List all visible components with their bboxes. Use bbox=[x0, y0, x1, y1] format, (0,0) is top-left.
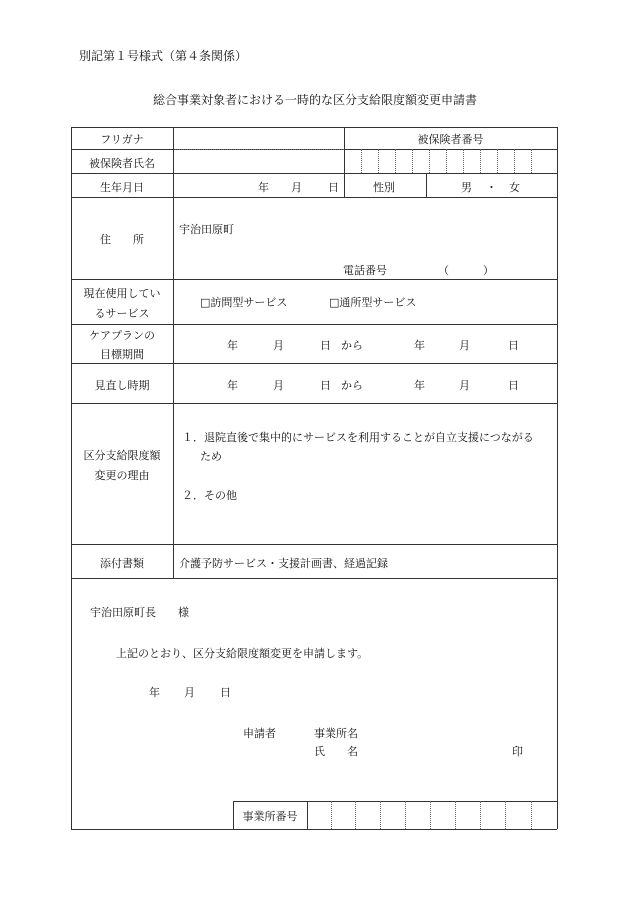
reason-label-line1: 区分支給限度額 bbox=[83, 449, 161, 462]
office-number-field[interactable] bbox=[308, 802, 556, 828]
addressee: 宇治田原町長 様 bbox=[90, 606, 189, 619]
review-from: から bbox=[341, 379, 363, 392]
services-label-line2: るサービス bbox=[94, 307, 150, 320]
review-end-year: 年 bbox=[414, 379, 425, 392]
review-end-month: 月 bbox=[459, 379, 470, 392]
careplan-label-line2: 目標期間 bbox=[100, 348, 144, 361]
application-date-day: 日 bbox=[220, 686, 231, 699]
service-visit-checkbox[interactable]: □訪問型サービス bbox=[200, 296, 288, 309]
furigana-label: フリガナ bbox=[100, 133, 144, 146]
office-name-label: 事業所名 bbox=[314, 727, 358, 740]
phone-label: 電話番号 bbox=[343, 264, 387, 277]
gender-separator: ・ bbox=[486, 181, 497, 194]
gender-male-option[interactable]: 男 bbox=[461, 181, 472, 194]
application-date-year: 年 bbox=[149, 686, 160, 699]
gender-label: 性別 bbox=[373, 181, 395, 194]
furigana-field[interactable] bbox=[175, 129, 342, 148]
reason-option-1[interactable]: １．退院直後で集中的にサービスを利用することが自立支援につながる bbox=[182, 431, 534, 444]
careplan-from: から bbox=[341, 339, 363, 352]
insured-name-field[interactable] bbox=[175, 151, 342, 172]
careplan-start-month: 月 bbox=[273, 339, 284, 352]
careplan-label-line1: ケアプランの bbox=[89, 329, 155, 342]
insured-number-field[interactable] bbox=[345, 150, 556, 172]
review-start-day: 日 bbox=[320, 379, 331, 392]
careplan-end-month: 月 bbox=[459, 339, 470, 352]
attachments-label: 添付書類 bbox=[100, 557, 144, 570]
reason-label-line2: 変更の理由 bbox=[94, 469, 150, 482]
reason-option-2[interactable]: ２．その他 bbox=[182, 489, 237, 502]
review-start-year: 年 bbox=[227, 379, 238, 392]
review-start-month: 月 bbox=[273, 379, 284, 392]
services-label-line1: 現在使用してい bbox=[83, 287, 161, 300]
applicant-label: 申請者 bbox=[243, 727, 276, 740]
careplan-start-year: 年 bbox=[227, 339, 238, 352]
declaration-statement: 上記のとおり、区分支給限度額変更を申請します。 bbox=[116, 647, 369, 660]
attachments-value: 介護予防サービス・支援計画書、経過記録 bbox=[179, 557, 388, 570]
birth-day-unit: 日 bbox=[328, 181, 339, 194]
reason-option-1-cont: ため bbox=[200, 450, 222, 463]
insured-name-label: 被保険者氏名 bbox=[89, 157, 155, 170]
service-day-checkbox[interactable]: □通所型サービス bbox=[329, 296, 417, 309]
careplan-start-day: 日 bbox=[320, 339, 331, 352]
application-date-month: 月 bbox=[184, 686, 195, 699]
phone-paren-close: ） bbox=[483, 264, 494, 277]
careplan-end-year: 年 bbox=[414, 339, 425, 352]
birthdate-label: 生年月日 bbox=[100, 181, 144, 194]
page-title: 総合事業対象者における一時的な区分支給限度額変更申請書 bbox=[152, 93, 477, 107]
gender-female-option[interactable]: 女 bbox=[509, 181, 520, 194]
office-number-label: 事業所番号 bbox=[242, 810, 298, 823]
review-end-day: 日 bbox=[508, 379, 519, 392]
careplan-end-day: 日 bbox=[508, 339, 519, 352]
form-code: 別記第１号様式（第４条関係） bbox=[79, 49, 248, 63]
address-label: 住 所 bbox=[100, 233, 144, 246]
review-label: 見直し時期 bbox=[94, 379, 150, 392]
applicant-name-label: 氏 名 bbox=[314, 745, 358, 758]
seal-mark: 印 bbox=[512, 745, 523, 758]
birth-month-unit: 月 bbox=[291, 181, 302, 194]
address-value[interactable]: 宇治田原町 bbox=[179, 223, 234, 236]
phone-paren-open: （ bbox=[438, 264, 449, 277]
insured-number-label: 被保険者番号 bbox=[417, 133, 484, 146]
birth-year-unit: 年 bbox=[258, 181, 269, 194]
